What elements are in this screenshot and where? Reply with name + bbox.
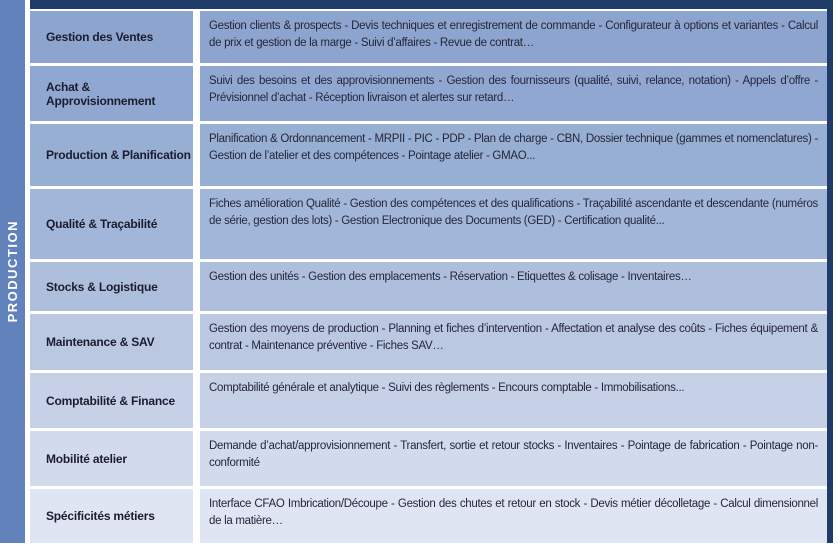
module-row	[30, 314, 827, 370]
module-label-cell: Comptabilité & Finance	[30, 373, 193, 428]
module-row	[30, 373, 827, 428]
module-row	[30, 262, 827, 311]
module-content-cell: Planification & Ordonnancement - MRPII - PIC - PDP - Plan de charge - CBN, Dossier technique (gammes et nomenclatures) - Gestion de l’atelier et des compétences - Pointage atelier - GMAO...	[200, 124, 827, 186]
module-content-cell: Suivi des besoins et des approvisionnements - Gestion des fournisseurs (qualité, suivi, relance, notation) - Appels d’offre - Prévisionnel d’achat - Réception livraison et alertes sur retard…	[200, 66, 827, 121]
module-content-cell: Gestion des unités - Gestion des emplacements - Réservation - Etiquettes & colisage - Inventaires…	[200, 262, 827, 311]
module-table	[30, 11, 827, 546]
module-label-cell: Gestion des Ventes	[30, 11, 193, 63]
module-label-cell: Qualité & Traçabilité	[30, 189, 193, 259]
module-label-cell: Maintenance & SAV	[30, 314, 193, 370]
module-content-cell: Gestion des moyens de production - Planning et fiches d’intervention - Affectation et analyse des coûts - Fiches équipement & contrat - Maintenance préventive - Fiches SAV…	[200, 314, 827, 370]
module-label-cell: Achat & Approvisionnement	[30, 66, 193, 121]
module-row	[30, 11, 827, 63]
module-row	[30, 66, 827, 121]
module-row	[30, 189, 827, 259]
module-row	[30, 431, 827, 486]
module-content-cell: Fiches amélioration Qualité - Gestion des compétences et des qualifications - Traçabilité ascendante et descendante (numéros de série, gestion des lots) - Gestion Electronique des Documents (GED) - Certification qualité...	[200, 189, 827, 259]
production-vertical-label: PRODUCTION	[5, 220, 20, 323]
module-content-cell: Gestion clients & prospects - Devis techniques et enregistrement de commande - Configurateur à options et variantes - Calcul de prix et gestion de la marge - Suivi d’affaires - Revue de contrat…	[200, 11, 827, 63]
module-label-cell: Mobilité atelier	[30, 431, 193, 486]
table-top-border	[30, 0, 833, 9]
module-label-cell: Production & Planification	[30, 124, 193, 186]
module-content-cell: Interface CFAO Imbrication/Découpe - Gestion des chutes et retour en stock - Devis métier décolletage - Calcul dimensionnel de la matière…	[200, 489, 827, 543]
module-row	[30, 124, 827, 186]
module-label-cell: Stocks & Logistique	[30, 262, 193, 311]
module-row	[30, 489, 827, 543]
module-label-cell: Spécificités métiers	[30, 489, 193, 543]
production-sidebar-bar	[0, 0, 25, 543]
module-content-cell: Demande d’achat/approvisionnement - Transfert, sortie et retour stocks - Inventaires - Pointage de fabrication - Pointage non-conformité	[200, 431, 827, 486]
module-content-cell: Comptabilité générale et analytique - Suivi des règlements - Encours comptable - Immobilisations...	[200, 373, 827, 428]
table-right-border	[827, 0, 833, 543]
